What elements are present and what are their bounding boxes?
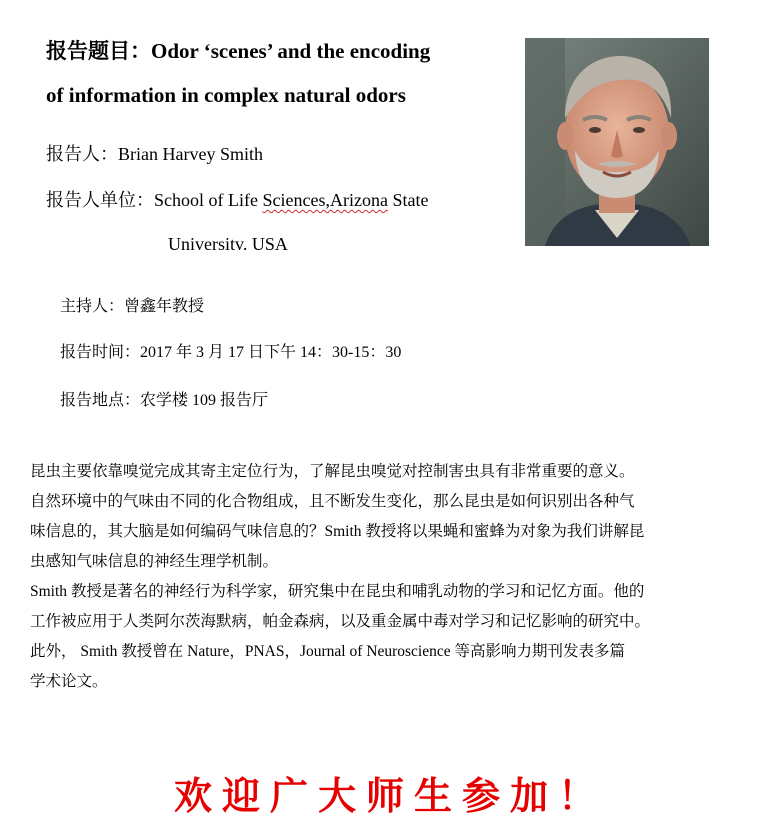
speaker-label: 报告人： bbox=[46, 144, 118, 164]
body-line: 工作被应用于人类阿尔茨海默病，帕金森病，以及重金属中毒对学习和记忆影响的研究中。 bbox=[30, 613, 651, 630]
body-line: 虫感知气味信息的神经生理学机制。 bbox=[30, 553, 279, 570]
host-line: 主持人：曾鑫年教授 bbox=[60, 298, 205, 315]
speaker-line bbox=[46, 142, 263, 166]
speaker-portrait-photo bbox=[525, 38, 709, 246]
body-line: 自然环境中的气味由不同的化合物组成，且不断发生变化，那么昆虫是如何识别出各种气 bbox=[30, 493, 635, 510]
body-line: 学术论文。 bbox=[30, 673, 108, 690]
talk-title-line-2: of information in complex natural odors bbox=[46, 83, 406, 107]
body-line: 此外， Smith 教授曾在 Nature，PNAS，Journal of Neuroscience 等高影响力期刊发表多篇 bbox=[30, 643, 625, 660]
body-line: Smith 教授是著名的神经行为科学家，研究集中在昆虫和哺乳动物的学习和记忆方面。他的 bbox=[30, 583, 645, 600]
talk-title-line-1 bbox=[46, 38, 430, 64]
place-line: 报告地点：农学楼 109 报告厅 bbox=[60, 392, 269, 409]
body-line: 味信息的，其大脑是如何编码气味信息的？Smith 教授将以果蝇和蜜蜂为对象为我们讲解昆 bbox=[30, 523, 645, 540]
speaker-name: Brian Harvey Smith bbox=[118, 144, 263, 164]
affiliation-part-3: State bbox=[387, 190, 429, 210]
affiliation-label: 报告人单位： bbox=[46, 190, 154, 210]
welcome-banner: 欢迎广大师生参加！ bbox=[173, 773, 606, 818]
talk-title-label: 报告题目： bbox=[46, 39, 151, 63]
time-line: 报告时间：2017 年 3 月 17 日下午 14：30-15：30 bbox=[60, 344, 402, 361]
affiliation-spellcheck-underlined: Sciences,Arizona bbox=[262, 190, 388, 210]
body-line: 昆虫主要依靠嗅觉完成其寄主定位行为，了解昆虫嗅觉对控制害虫具有非常重要的意义。 bbox=[30, 463, 635, 480]
affiliation-part-1: School of Life bbox=[154, 190, 263, 210]
affiliation-line-2: Universitv. USA bbox=[168, 234, 288, 254]
speaker-portrait-icon bbox=[525, 38, 709, 246]
affiliation-line bbox=[46, 188, 428, 212]
talk-title-text: Odor ‘scenes’ and the encoding bbox=[151, 39, 431, 63]
